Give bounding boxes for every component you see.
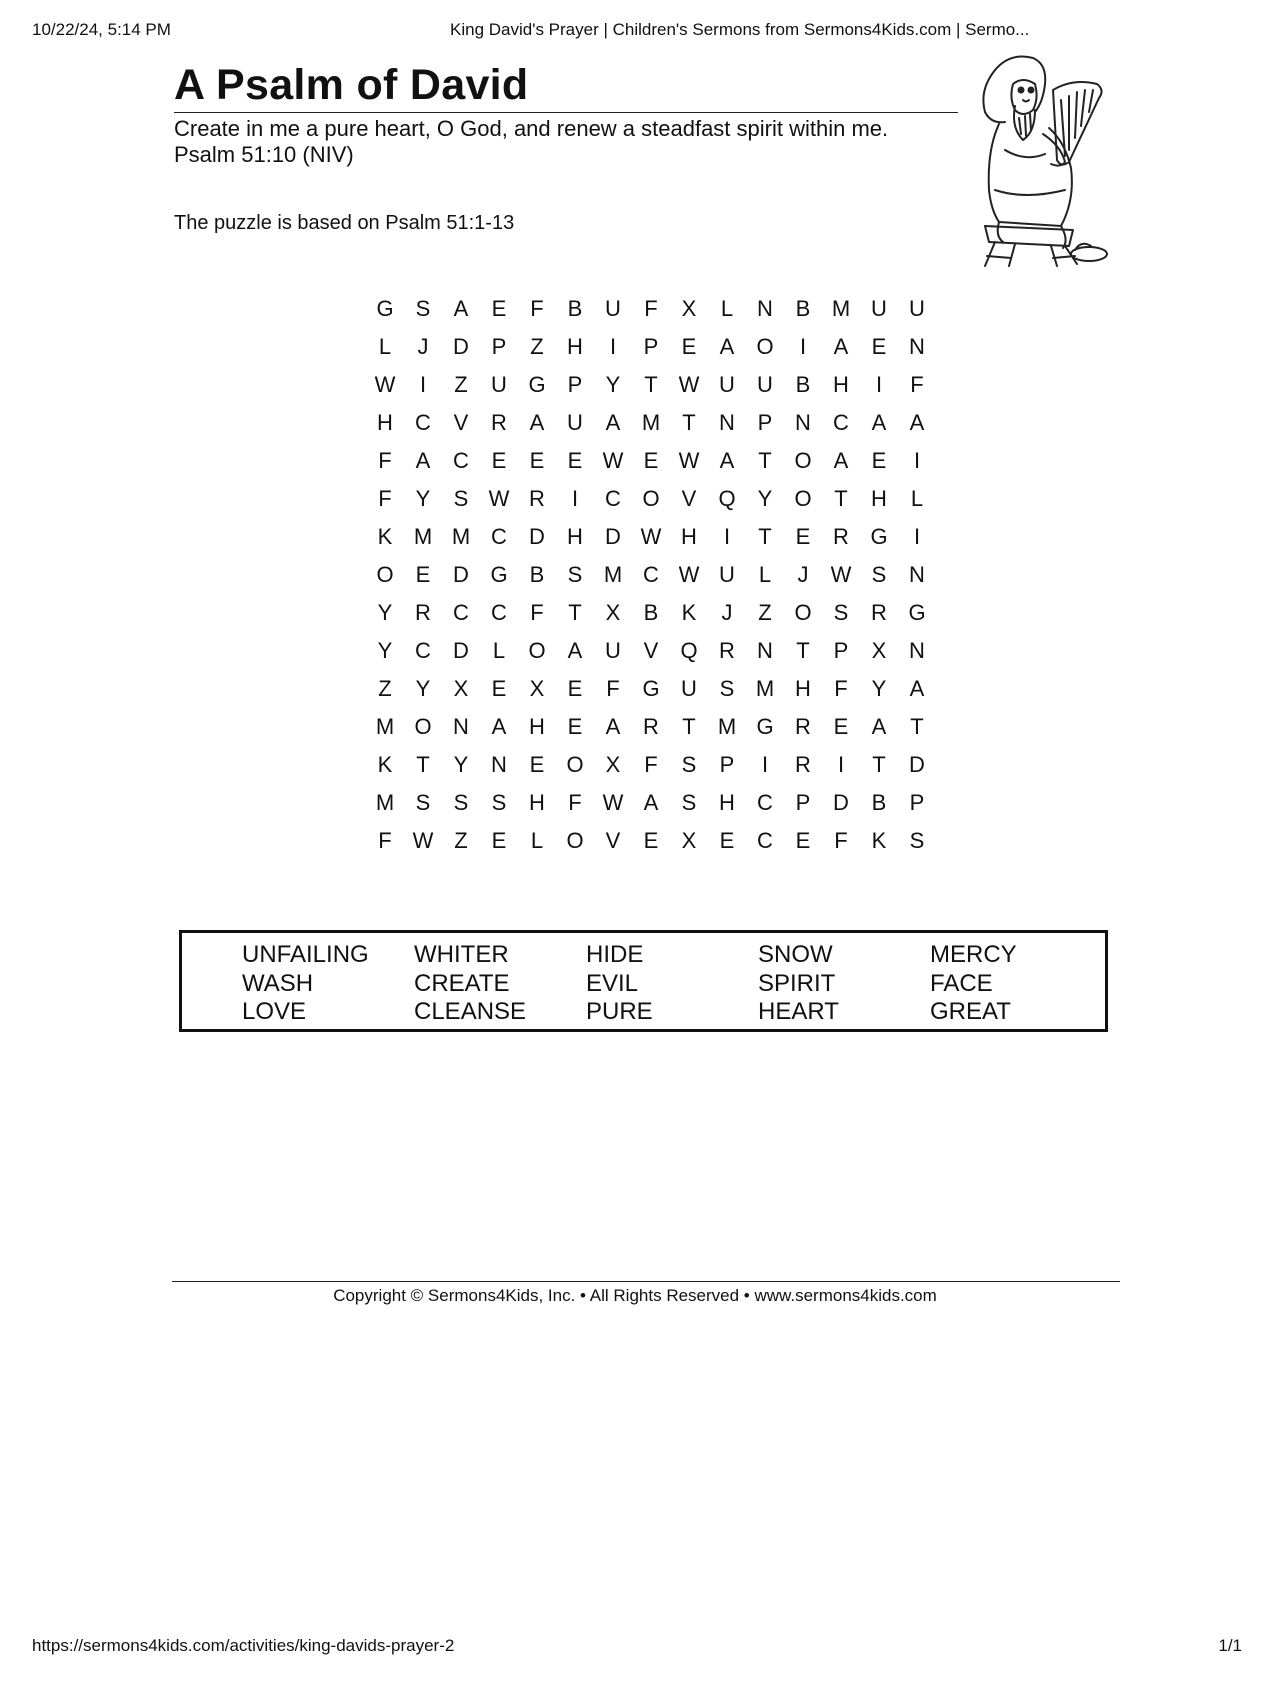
grid-letter[interactable]: J [721, 600, 733, 625]
grid-letter[interactable]: T [416, 752, 430, 777]
grid-letter[interactable]: A [909, 676, 925, 701]
grid-letter[interactable]: E [491, 296, 507, 321]
grid-letter[interactable]: F [834, 828, 848, 853]
grid-letter[interactable]: U [491, 372, 507, 397]
word-search-grid[interactable] [366, 290, 936, 860]
grid-letter[interactable]: A [567, 638, 583, 663]
grid-letter[interactable]: Y [415, 486, 431, 511]
grid-letter[interactable]: T [910, 714, 924, 739]
grid-letter[interactable]: M [451, 524, 471, 549]
grid-letter[interactable]: Z [378, 676, 392, 701]
grid-letter[interactable]: H [719, 790, 735, 815]
grid-letter[interactable]: E [491, 676, 507, 701]
grid-letter[interactable]: G [490, 562, 508, 587]
grid-letter[interactable]: C [491, 600, 507, 625]
grid-letter[interactable]: N [909, 562, 925, 587]
grid-letter[interactable]: T [758, 448, 772, 473]
word-list-item: WASH [242, 969, 314, 997]
word-list-item: CLEANSE [414, 998, 527, 1025]
grid-letter[interactable]: N [909, 638, 925, 663]
word-list-item: FACE [930, 969, 993, 997]
grid-letter[interactable]: N [795, 410, 811, 435]
grid-letter[interactable]: X [605, 752, 621, 777]
grid-letter[interactable]: R [795, 714, 811, 739]
grid-letter[interactable]: L [378, 334, 392, 359]
grid-letter[interactable]: W [640, 524, 662, 549]
grid-letter[interactable]: O [566, 828, 584, 853]
grid-letter[interactable]: S [909, 828, 925, 853]
grid-letter[interactable]: F [910, 372, 924, 397]
verse-reference: Psalm 51:10 (NIV) [174, 142, 354, 167]
grid-letter[interactable]: K [681, 600, 697, 625]
grid-letter[interactable]: L [530, 828, 544, 853]
grid-letter[interactable]: G [756, 714, 774, 739]
grid-letter[interactable]: G [870, 524, 888, 549]
grid-letter[interactable]: E [567, 676, 583, 701]
grid-letter[interactable]: T [568, 600, 582, 625]
grid-letter[interactable]: G [376, 296, 394, 321]
grid-letter[interactable]: O [414, 714, 432, 739]
grid-letter[interactable]: X [605, 600, 621, 625]
footer-divider [172, 1281, 1120, 1282]
grid-letter[interactable]: F [530, 600, 544, 625]
grid-letter[interactable]: T [644, 372, 658, 397]
grid-letter[interactable]: J [797, 562, 809, 587]
grid-letter[interactable]: C [643, 562, 659, 587]
word-list-item: EVIL [586, 969, 639, 997]
grid-letter[interactable]: H [833, 372, 849, 397]
grid-letter[interactable]: E [795, 828, 811, 853]
grid-letter[interactable]: E [529, 448, 545, 473]
grid-letter[interactable]: O [642, 486, 660, 511]
verse-text: Create in me a pure heart, O God, and renew a steadfast spirit within me. [174, 116, 889, 141]
grid-letter[interactable]: U [909, 296, 925, 321]
grid-letter[interactable]: U [719, 562, 735, 587]
word-list-item: SNOW [758, 941, 833, 968]
grid-letter[interactable]: O [528, 638, 546, 663]
grid-letter[interactable]: S [453, 486, 469, 511]
grid-letter[interactable]: W [602, 790, 624, 815]
grid-letter[interactable]: P [833, 638, 849, 663]
grid-letter[interactable]: O [566, 752, 584, 777]
grid-letter[interactable]: M [603, 562, 623, 587]
grid-letter[interactable]: S [415, 790, 431, 815]
grid-letter[interactable]: B [529, 562, 545, 587]
grid-letter[interactable]: H [567, 524, 583, 549]
grid-letter[interactable]: E [491, 448, 507, 473]
grid-letter[interactable]: A [415, 448, 431, 473]
grid-letter[interactable]: P [757, 410, 773, 435]
grid-letter[interactable]: P [643, 334, 659, 359]
grid-letter[interactable]: M [831, 296, 851, 321]
grid-letter[interactable]: A [719, 448, 735, 473]
grid-letter[interactable]: Y [605, 372, 621, 397]
grid-letter[interactable]: K [871, 828, 887, 853]
grid-letter[interactable]: M [375, 790, 395, 815]
grid-letter[interactable]: E [567, 714, 583, 739]
grid-letter[interactable]: W [678, 562, 700, 587]
grid-letter[interactable]: V [681, 486, 697, 511]
grid-letter[interactable]: S [567, 562, 583, 587]
grid-letter[interactable]: I [913, 524, 921, 549]
grid-letter[interactable]: D [453, 334, 469, 359]
grid-letter[interactable]: U [871, 296, 887, 321]
grid-letter[interactable]: E [491, 828, 507, 853]
puzzle-basis-note: The puzzle is based on Psalm 51:1-13 [174, 212, 515, 234]
print-page-title: King David's Prayer | Children's Sermons from Sermons4Kids.com | Sermo... [450, 20, 1030, 39]
grid-letter[interactable]: I [571, 486, 579, 511]
grid-letter[interactable]: A [833, 448, 849, 473]
copyright-notice: Copyright © Sermons4Kids, Inc. • All Rights Reserved • www.sermons4kids.com [333, 1286, 937, 1305]
grid-letter[interactable]: V [605, 828, 621, 853]
grid-letter[interactable]: W [488, 486, 510, 511]
grid-letter[interactable]: C [453, 600, 469, 625]
word-list-item: HEART [758, 998, 839, 1025]
grid-letter[interactable]: T [758, 524, 772, 549]
grid-letter[interactable]: G [908, 600, 926, 625]
grid-letter[interactable]: D [529, 524, 545, 549]
grid-letter[interactable]: S [871, 562, 887, 587]
grid-letter[interactable]: X [681, 828, 697, 853]
grid-letter[interactable]: O [794, 448, 812, 473]
grid-letter[interactable]: U [605, 296, 621, 321]
grid-letter[interactable]: M [375, 714, 395, 739]
grid-letter[interactable]: T [682, 410, 696, 435]
word-list-item: CREATE [414, 969, 510, 997]
grid-letter[interactable]: T [872, 752, 886, 777]
grid-letter[interactable]: M [413, 524, 433, 549]
grid-letter[interactable]: L [720, 296, 734, 321]
grid-letter[interactable]: E [871, 334, 887, 359]
grid-letter[interactable]: Z [454, 372, 468, 397]
grid-letter[interactable]: U [567, 410, 583, 435]
grid-letter[interactable]: C [833, 410, 849, 435]
grid-letter[interactable]: J [417, 334, 429, 359]
grid-letter[interactable]: I [609, 334, 617, 359]
grid-letter[interactable]: Y [871, 676, 887, 701]
grid-letter[interactable]: F [568, 790, 582, 815]
grid-letter[interactable]: K [377, 752, 393, 777]
grid-letter[interactable]: C [491, 524, 507, 549]
grid-letter[interactable]: A [909, 410, 925, 435]
grid-letter[interactable]: O [794, 600, 812, 625]
grid-letter[interactable]: S [833, 600, 849, 625]
print-url: https://sermons4kids.com/activities/king-davids-prayer-2 [32, 1636, 455, 1655]
grid-letter[interactable]: R [529, 486, 545, 511]
grid-letter[interactable]: Q [680, 638, 698, 663]
verse-block [174, 116, 888, 168]
grid-letter[interactable]: E [795, 524, 811, 549]
grid-letter[interactable]: M [755, 676, 775, 701]
grid-letter[interactable]: X [681, 296, 697, 321]
grid-letter[interactable]: G [528, 372, 546, 397]
word-list-item: WHITER [414, 941, 509, 968]
grid-letter[interactable]: C [757, 828, 773, 853]
grid-letter[interactable]: H [871, 486, 887, 511]
grid-letter[interactable]: A [453, 296, 469, 321]
word-list-item: UNFAILING [242, 941, 369, 968]
grid-letter[interactable]: U [757, 372, 773, 397]
grid-letter[interactable]: O [756, 334, 774, 359]
grid-letter[interactable]: F [606, 676, 620, 701]
print-datetime: 10/22/24, 5:14 PM [32, 20, 171, 39]
grid-letter[interactable]: X [529, 676, 545, 701]
grid-letter[interactable]: E [719, 828, 735, 853]
grid-letter[interactable]: P [567, 372, 583, 397]
grid-letter[interactable]: S [415, 296, 431, 321]
grid-letter[interactable]: F [644, 296, 658, 321]
grid-letter[interactable]: S [453, 790, 469, 815]
grid-letter[interactable]: Z [758, 600, 772, 625]
grid-letter[interactable]: W [412, 828, 434, 853]
word-list-item: SPIRIT [758, 969, 836, 997]
grid-letter[interactable]: W [830, 562, 852, 587]
grid-letter[interactable]: H [795, 676, 811, 701]
word-list-item: GREAT [930, 998, 1011, 1025]
king-david-harp-icon [965, 50, 1120, 270]
grid-letter[interactable]: C [415, 410, 431, 435]
grid-letter[interactable]: W [602, 448, 624, 473]
grid-letter[interactable]: B [643, 600, 659, 625]
grid-letter[interactable]: Y [377, 600, 393, 625]
grid-letter[interactable]: Q [718, 486, 736, 511]
grid-letter[interactable]: H [567, 334, 583, 359]
grid-letter[interactable]: Y [377, 638, 393, 663]
grid-letter[interactable]: D [909, 752, 925, 777]
grid-letter[interactable]: H [529, 714, 545, 739]
grid-letter[interactable]: C [757, 790, 773, 815]
grid-letter[interactable]: A [643, 790, 659, 815]
grid-letter[interactable]: V [643, 638, 659, 663]
grid-letter[interactable]: R [871, 600, 887, 625]
word-list-item: PURE [586, 998, 653, 1025]
grid-letter[interactable]: Y [757, 486, 773, 511]
grid-letter[interactable]: S [491, 790, 507, 815]
grid-letter[interactable]: Z [454, 828, 468, 853]
grid-letter[interactable]: Y [453, 752, 469, 777]
grid-letter[interactable]: E [871, 448, 887, 473]
grid-letter[interactable]: T [796, 638, 810, 663]
grid-letter[interactable]: B [795, 372, 811, 397]
grid-letter[interactable]: L [910, 486, 924, 511]
grid-letter[interactable]: C [415, 638, 431, 663]
grid-letter[interactable]: F [834, 676, 848, 701]
grid-letter[interactable]: A [491, 714, 507, 739]
grid-letter[interactable]: W [678, 448, 700, 473]
grid-letter[interactable]: L [492, 638, 506, 663]
grid-letter[interactable]: I [799, 334, 807, 359]
grid-letter[interactable]: R [415, 600, 431, 625]
grid-letter[interactable]: V [453, 410, 469, 435]
grid-letter[interactable]: A [719, 334, 735, 359]
grid-letter[interactable]: E [415, 562, 431, 587]
grid-letter[interactable]: S [681, 790, 697, 815]
grid-letter[interactable]: R [833, 524, 849, 549]
grid-letter[interactable]: I [837, 752, 845, 777]
grid-letter[interactable]: A [833, 334, 849, 359]
grid-letter[interactable]: L [758, 562, 772, 587]
grid-letter[interactable]: E [643, 828, 659, 853]
grid-letter[interactable]: X [453, 676, 469, 701]
grid-letter[interactable]: A [605, 714, 621, 739]
grid-letter[interactable]: F [530, 296, 544, 321]
grid-letter[interactable]: M [641, 410, 661, 435]
grid-letter[interactable]: H [377, 410, 393, 435]
grid-letter[interactable]: P [795, 790, 811, 815]
grid-letter[interactable]: I [419, 372, 427, 397]
grid-letter[interactable]: C [453, 448, 469, 473]
grid-letter[interactable]: O [376, 562, 394, 587]
grid-letter[interactable]: O [794, 486, 812, 511]
grid-letter[interactable]: D [453, 638, 469, 663]
word-list-item: LOVE [242, 998, 307, 1025]
grid-letter[interactable]: S [681, 752, 697, 777]
grid-letter[interactable]: U [681, 676, 697, 701]
grid-letter[interactable]: M [717, 714, 737, 739]
grid-letter[interactable]: N [719, 410, 735, 435]
grid-letter[interactable]: D [605, 524, 621, 549]
grid-letter[interactable]: W [374, 372, 396, 397]
grid-letter[interactable]: N [757, 296, 773, 321]
grid-letter[interactable]: B [871, 790, 887, 815]
grid-letter[interactable]: P [719, 752, 735, 777]
grid-letter[interactable]: B [567, 296, 583, 321]
grid-letter[interactable]: G [642, 676, 660, 701]
grid-letter[interactable]: D [833, 790, 849, 815]
grid-letter[interactable]: P [909, 790, 925, 815]
grid-letter[interactable]: F [378, 486, 392, 511]
grid-letter[interactable]: N [453, 714, 469, 739]
grid-letter[interactable]: S [719, 676, 735, 701]
word-list-box [179, 930, 1108, 1032]
grid-letter[interactable]: F [378, 448, 392, 473]
grid-letter[interactable]: U [719, 372, 735, 397]
grid-letter[interactable]: I [761, 752, 769, 777]
grid-letter[interactable]: E [833, 714, 849, 739]
grid-letter[interactable]: A [605, 410, 621, 435]
grid-letter[interactable]: E [681, 334, 697, 359]
grid-letter[interactable]: E [529, 752, 545, 777]
grid-letter[interactable]: T [834, 486, 848, 511]
grid-letter[interactable]: I [875, 372, 883, 397]
grid-letter[interactable]: B [795, 296, 811, 321]
grid-letter[interactable]: E [643, 448, 659, 473]
grid-letter[interactable]: U [605, 638, 621, 663]
grid-letter[interactable]: H [681, 524, 697, 549]
grid-letter[interactable]: A [871, 714, 887, 739]
grid-letter[interactable]: R [491, 410, 507, 435]
grid-letter[interactable]: P [491, 334, 507, 359]
print-page-number: 1/1 [1218, 1636, 1242, 1655]
worksheet-title: A Psalm of David [174, 58, 958, 113]
grid-letter[interactable]: X [871, 638, 887, 663]
grid-letter[interactable]: I [913, 448, 921, 473]
grid-letter[interactable]: W [678, 372, 700, 397]
grid-letter[interactable]: A [871, 410, 887, 435]
grid-letter[interactable]: N [757, 638, 773, 663]
grid-letter[interactable]: F [378, 828, 392, 853]
word-list [242, 941, 1102, 1027]
word-list-item: HIDE [586, 941, 644, 968]
grid-letter[interactable]: C [605, 486, 621, 511]
grid-letter[interactable]: H [529, 790, 545, 815]
grid-letter[interactable]: N [909, 334, 925, 359]
grid-letter[interactable]: N [491, 752, 507, 777]
grid-letter[interactable]: K [377, 524, 393, 549]
grid-letter[interactable]: E [567, 448, 583, 473]
grid-letter[interactable]: F [644, 752, 658, 777]
grid-letter[interactable]: Y [415, 676, 431, 701]
grid-letter[interactable]: A [529, 410, 545, 435]
grid-letter[interactable]: D [453, 562, 469, 587]
word-list-item: MERCY [930, 941, 1017, 968]
grid-letter[interactable]: T [682, 714, 696, 739]
grid-letter[interactable]: I [723, 524, 731, 549]
grid-letter[interactable]: R [795, 752, 811, 777]
grid-letter[interactable]: Z [530, 334, 544, 359]
grid-letter[interactable]: R [643, 714, 659, 739]
grid-letter[interactable]: R [719, 638, 735, 663]
